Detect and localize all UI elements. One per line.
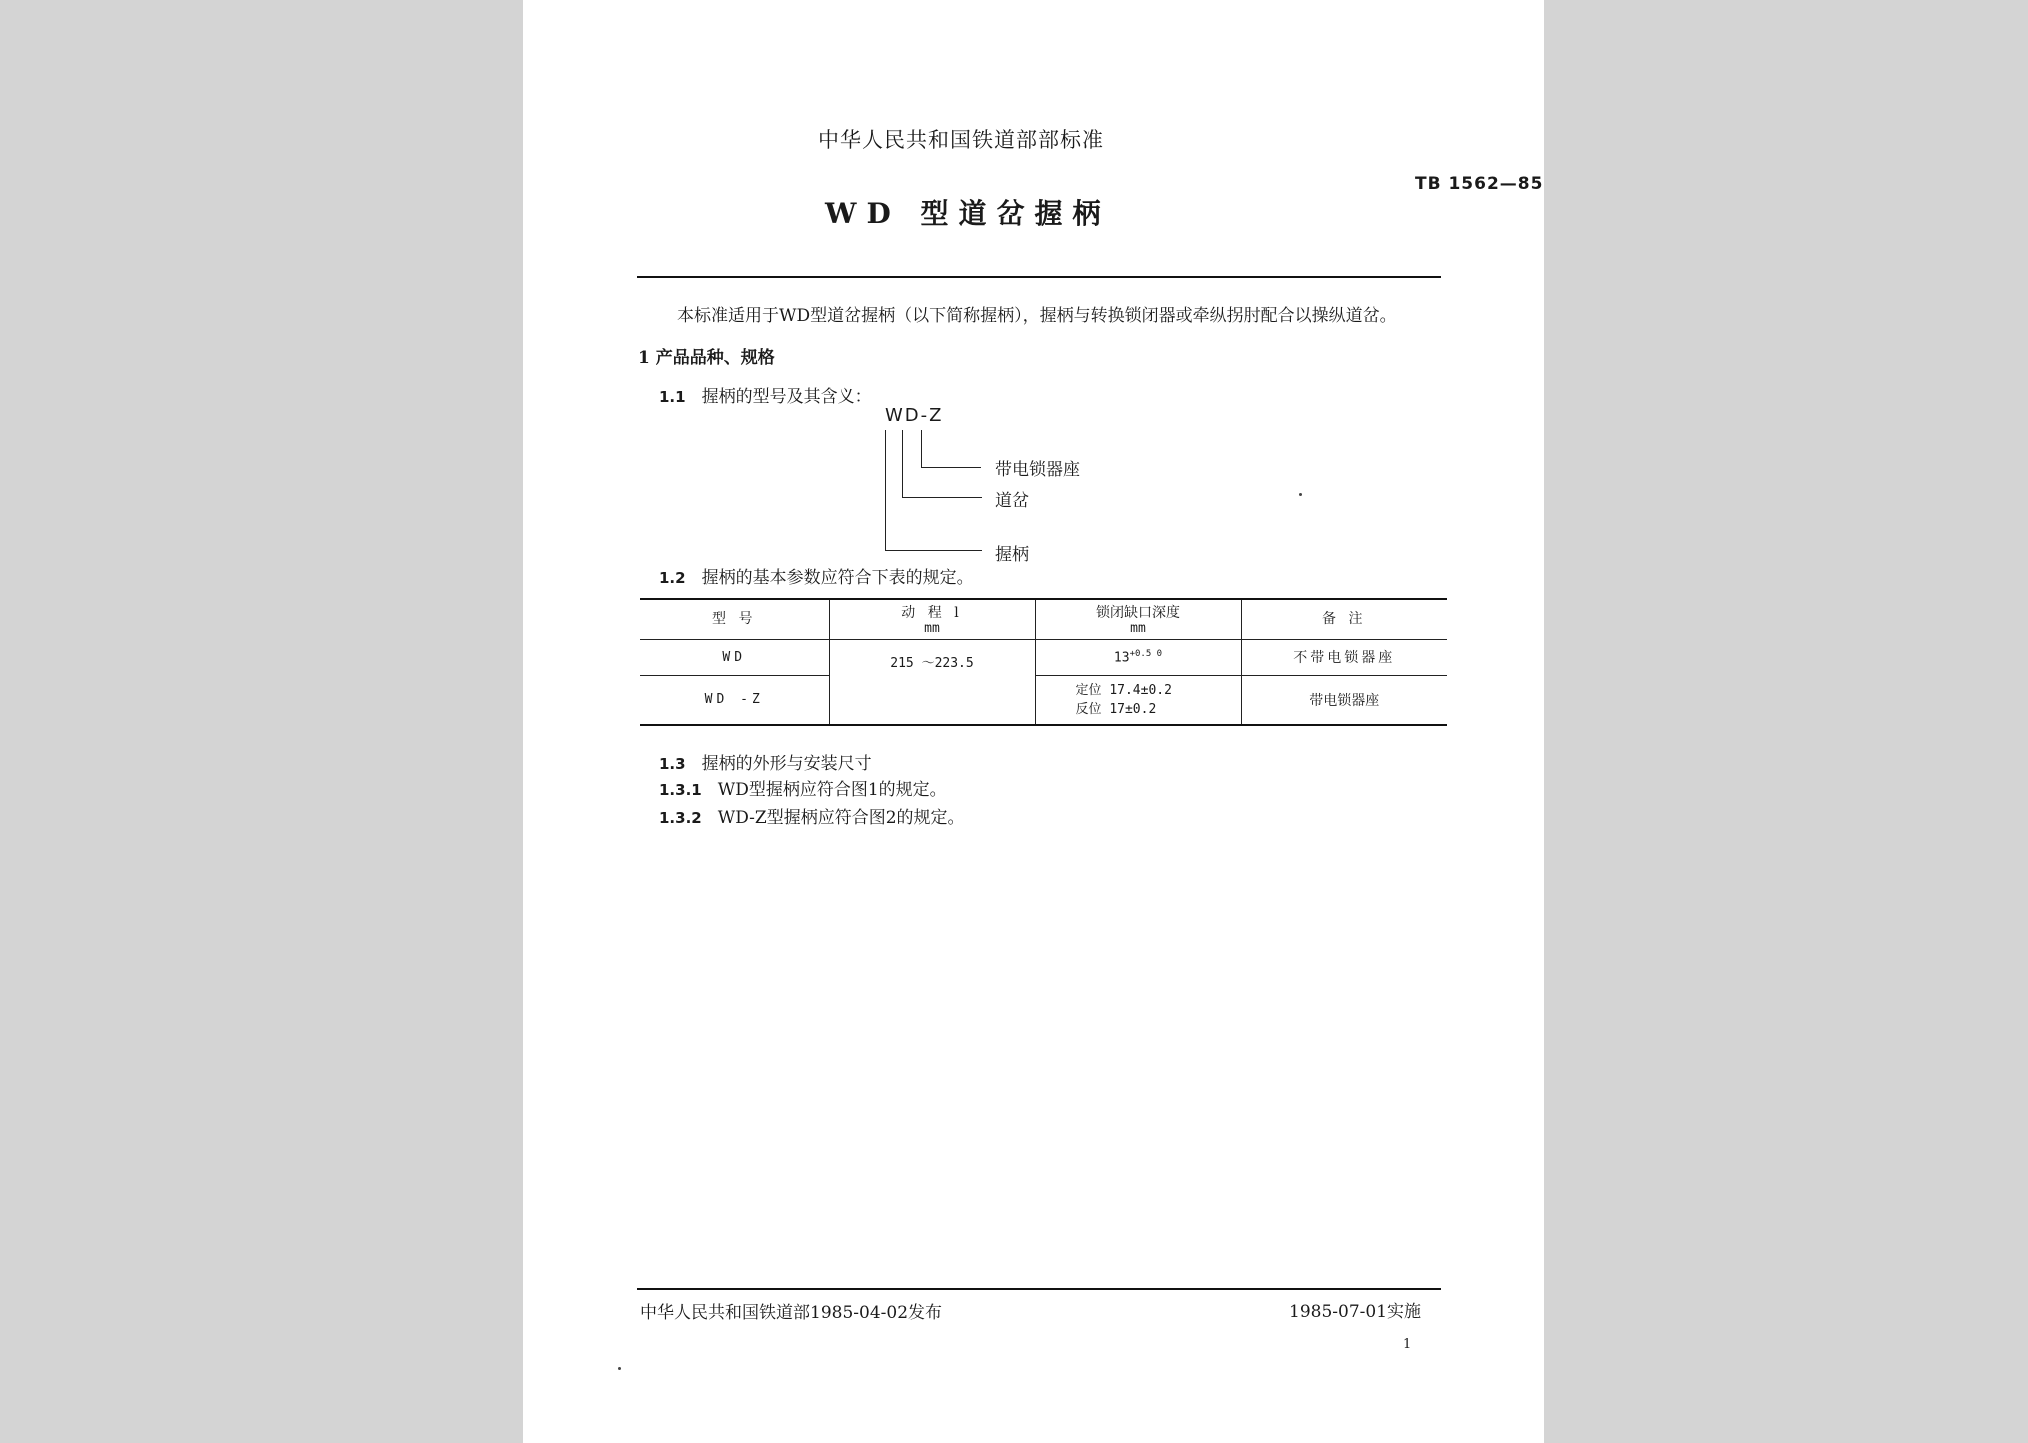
cell-note: 不带电锁器座 [1241,639,1447,675]
scan-speck [1299,493,1302,496]
section-number: 1.1 [659,388,686,406]
document-title: WD 型道岔握柄 [825,197,1111,230]
diagram-label-switch: 道岔 [995,491,1029,511]
section-1-3-2 [659,803,965,828]
section-1-heading: 1 产品品种、规格 [638,348,775,368]
header-model: 型 号 [712,611,757,628]
section-number: 1.3 [659,755,686,773]
section-text: 握柄的型号及其含义： [701,387,872,407]
table-header-row [640,599,1447,639]
diagram-label-lock-seat: 带电锁器座 [995,460,1080,480]
section-1-3-1 [659,775,947,800]
document-page [523,0,1544,1443]
standard-code: TB 1562—85 [1415,174,1544,194]
footer-rule [637,1288,1441,1290]
section-number: 1.3.1 [659,781,702,799]
diagram-label-handle: 握柄 [995,545,1029,565]
cell-note: 带电锁器座 [1241,675,1447,725]
cell-model: WD -Z [704,692,764,708]
model-code: WD-Z [885,405,944,426]
section-text: 握柄的基本参数应符合下表的规定。 [701,568,974,588]
table-row [640,675,1447,725]
header-lock-depth: 锁闭缺口深度 mm [1035,599,1241,639]
cell-lock-depth: $13^{+0.5 0}$ [1035,639,1241,675]
section-1-2 [659,563,974,588]
header-rule [637,276,1441,278]
parameters-table [640,598,1447,726]
effective-date: 1985-07-01实施 [1289,1302,1422,1322]
header-stroke: 动 程 l mm [829,599,1035,639]
cell-lock-depth: 定位 17.4±0.2 反位 17±0.2 [1035,675,1241,725]
issue-date: 中华人民共和国铁道部1985-04-02发布 [640,1303,943,1323]
section-text: WD-Z型握柄应符合图2的规定。 [717,808,965,828]
cell-model: WD [722,649,747,665]
page-number: 1 [1403,1337,1412,1352]
cell-stroke: 215 ～223.5 [829,639,1035,725]
section-text: 握柄的外形与安装尺寸 [701,754,872,774]
model-breakdown-diagram [883,430,1083,570]
header-note: 备 注 [1241,599,1447,639]
section-text: WD型握柄应符合图1的规定。 [717,780,947,800]
issuing-organization: 中华人民共和国铁道部部标准 [818,128,1104,152]
section-number: 1.3.2 [659,809,702,827]
section-1-3 [659,749,872,774]
table-row [640,639,1447,675]
section-1-1 [659,382,872,407]
scan-speck [618,1367,621,1370]
tolerance: +0.5 0 [1129,648,1163,659]
intro-paragraph: 本标准适用于WD型道岔握柄（以下简称握柄），握柄与转换锁闭器或牵纵拐肘配合以操纵道岔。 [677,306,1397,326]
section-number: 1.2 [659,569,686,587]
